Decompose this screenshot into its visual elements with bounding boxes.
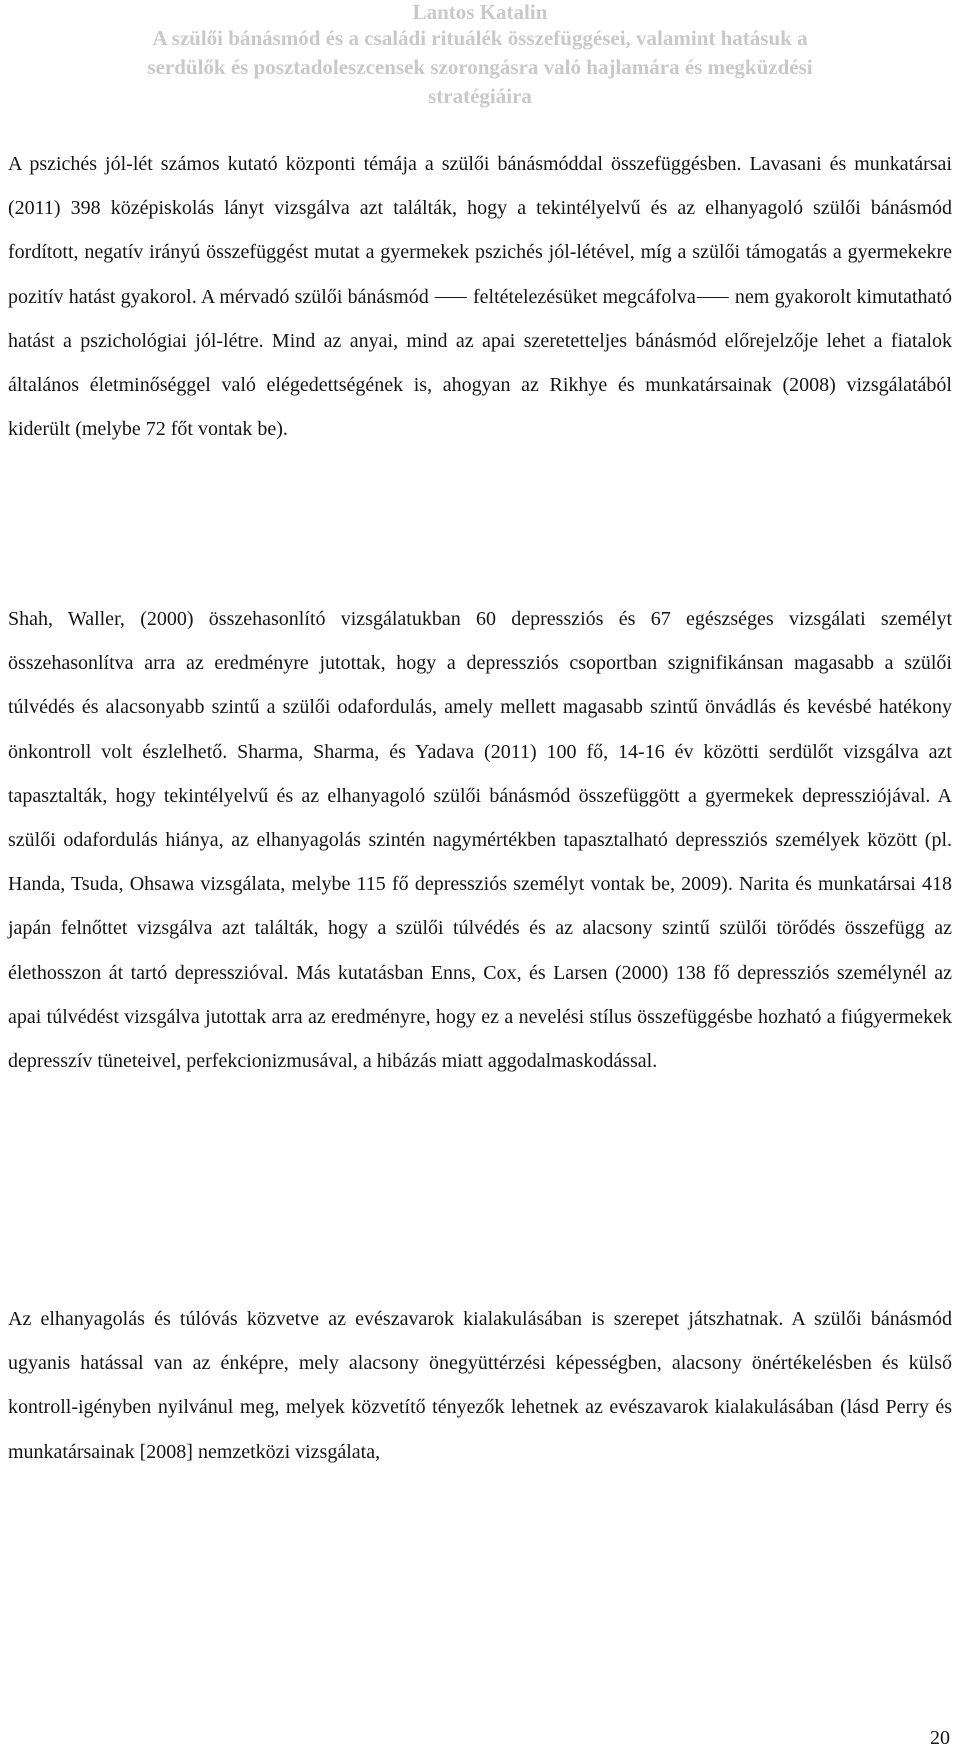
header-title-line-1: A szülői bánásmód és a családi rituálék összefüggései, valamint hatásuk a <box>152 26 808 50</box>
running-header <box>0 0 960 111</box>
paragraph-eating-disorders <box>8 1297 952 1474</box>
paragraph-depression <box>8 597 952 1083</box>
paragraph-text: A pszichés jól-lét számos kutató központi témája a szülői bánásmóddal összefüggésben. Lavasani és munkatársai (2011) 398 középiskolás lányt vizsgálva azt találták, hogy a tekintélyelvű és az elhanyagoló szülői bánásmód fordított, negatív irányú összefüggést mutat a gyermekek pszichés jól-létével, míg a szülői támogatás a gyermekekre pozitív hatást gyakorol. A mérvadó szülői bánásmód ⸺ feltételezésüket megcáfolva⸺ nem gyakorolt kimutatható hatást a pszichológiai jól-létre. Mind az anyai, mind az apai szeretetteljes bánásmód előrejelzője lehet a fiatalok általános életminőséggel való elégedettségének is, ahogyan az Rikhye és munkatársainak (2008) vizsgálatából kiderült (melybe 72 főt vontak be). <box>8 153 952 441</box>
page-number: 20 <box>930 1727 950 1749</box>
header-title-line-2: serdülők és posztadoleszcensek szorongásra való hajlamára és megküzdési <box>147 55 813 79</box>
paragraph-psychological-wellbeing <box>8 142 952 451</box>
header-title-line-3: stratégiáira <box>428 84 532 108</box>
paragraph-text: Shah, Waller, (2000) összehasonlító vizsgálatukban 60 depressziós és 67 egészséges vizsgálati személyt összehasonlítva arra az eredményre jutottak, hogy a depressziós csoportban szignifikánsan magasabb a szülői túlvédés és alacsonyabb szintű a szülői odafordulás, amely mellett magasabb szintű önvádlás és kevésbé hatékony önkontroll volt észlelhető. Sharma, Sharma, és Yadava (2011) 100 fő, 14-16 év közötti serdülőt vizsgálva azt tapasztalták, hogy tekintélyelvű és az elhanyagoló szülői bánásmód összefüggött a gyermekek depressziójával. A szülői odafordulás hiánya, az elhanyagolás szintén nagymértékben tapasztalható depressziós személyek között (pl. Handa, Tsuda, Ohsawa vizsgálata, melybe 115 fő depressziós személyt vontak be, 2009). Narita és munkatársai 418 japán felnőttet vizsgálva azt találták, hogy a szülői túlvédés és az alacsony szintű szülői törődés összefügg az élethosszon át tartó depresszióval. Más kutatásban Enns, Cox, és Larsen (2000) 138 fő depressziós személynél az apai túlvédést vizsgálva jutottak arra az eredményre, hogy ez a nevelési stílus összefüggésbe hozható a fiúgyermekek depresszív tüneteivel, perfekcionizmusával, a hibázás miatt aggodalmaskodással. <box>8 608 952 1073</box>
header-author: Lantos Katalin <box>412 0 548 24</box>
paragraph-text: Az elhanyagolás és túlóvás közvetve az evészavarok kialakulásában is szerepet játszhatnak. A szülői bánásmód ugyanis hatással van az énképre, mely alacsony önegyüttérzési képességben, alacsony önértékelésben és külső kontroll-igényben nyilvánul meg, melyek közvetítő tényezők lehetnek az evészavarok kialakulásában (lásd Perry és munkatársainak [2008] nemzetközi vizsgálata, <box>8 1308 952 1463</box>
